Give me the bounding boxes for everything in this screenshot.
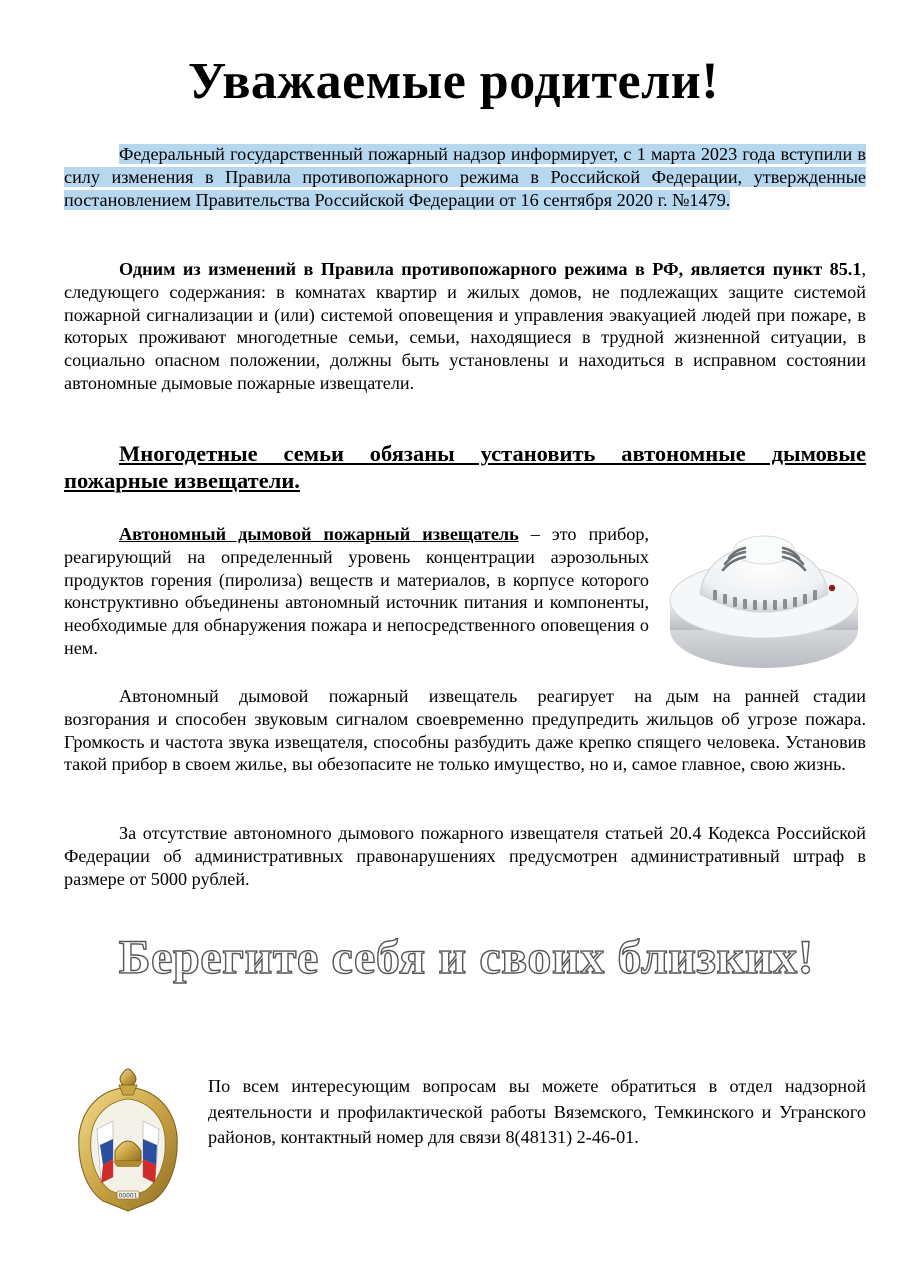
page-title: Уважаемые родители! (187, 53, 720, 110)
smoke-detector-icon (665, 512, 863, 672)
definition-paragraph (64, 523, 649, 660)
contact-info: По всем интересующим вопросам вы можете обратиться в отдел надзорной деятельности и профилактической работы Вяземского, Темкинского и Угранского районов, контактный номер для связи 8(48131) 2-46-01. (208, 1076, 866, 1147)
fire-supervision-emblem-icon (73, 1065, 183, 1215)
highlighted-text: Федеральный государственный пожарный надзор информирует, с 1 марта 2023 года вступили в силу изменения в Правила противопожарного режима в Российской Федерации, утвержденные постановлением Правительства Российской Федерации от 16 сентября 2020 г. №1479. (64, 144, 866, 210)
svg-text:00001: 00001 (118, 1192, 138, 1200)
definition-text: – это прибор, реагирующий на определенный уровень концентрации аэрозольных продуктов горения (пиролиза) веществ и материалов, в корпусе которого конструктивно объединены автономный источник питания и компоненты, необходимые для обнаружения пожара и непосредственного оповещения о нем. (64, 524, 649, 658)
detector-description-first-line: Автономный дымовой пожарный извещатель реагирует на (119, 686, 652, 706)
intro-paragraph (64, 143, 866, 211)
slogan: Берегите себя и своих близких! (118, 931, 815, 984)
rule-change-paragraph (64, 258, 866, 395)
rule-change-text: , следующего содержания: в комнатах квартир и жилых домов, не подлежащих защите системой пожарной сигнализации и (или) системой оповещения и управления эвакуацией людей при пожаре, в которых проживают многодетные семьи, семьи, находящиеся в трудной жизненной ситуации, в социально опасном положении, должны быть установлены и находиться в исправном состоянии автономные дымовые пожарные извещатели. (64, 259, 866, 393)
section-heading: Многодетные семьи обязаны установить автономные дымовые пожарные извещатели. (64, 441, 866, 493)
fine-paragraph: За отсутствие автономного дымового пожарного извещателя статьей 20.4 Кодекса Российской Федерации об административных правонарушениях предусмотрен административный штраф в размере от 5000 рублей. (64, 823, 866, 889)
detector-description-text: дым на ранней стадии возгорания и способен звуковым сигналом своевременно предупредить жильцов об угрозе пожара. Громкость и частота звука извещателя, способны разбудить даже крепко спящего человека. Установив такой прибор в своем жилье, вы обезопасите не только имущество, но и, самое главное, свою жизнь. (64, 686, 866, 775)
rule-change-bold: Одним из изменений в Правила противопожарного режима в РФ, является пункт 85.1 (119, 259, 862, 279)
detector-description-paragraph (64, 685, 866, 776)
definition-term: Автономный дымовой пожарный извещатель (119, 524, 519, 544)
